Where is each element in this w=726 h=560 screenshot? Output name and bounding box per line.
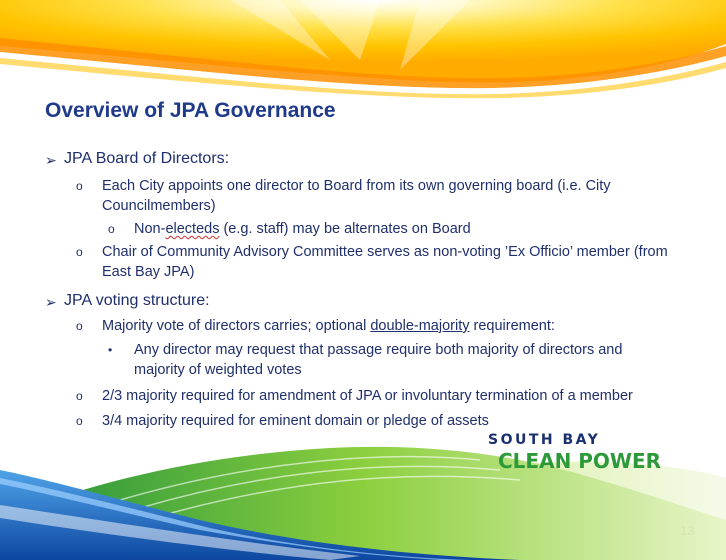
arrow-bullet-icon: ➢ bbox=[45, 294, 57, 310]
bullet-text: 2/3 majority required for amendment of JPA or involuntary termination of a member bbox=[102, 388, 633, 404]
slide-title: Overview of JPA Governance bbox=[45, 99, 336, 122]
sub-sub-bullet-non-electeds bbox=[108, 219, 668, 239]
text-part: (e.g. staff) may be alternates on Board bbox=[219, 221, 471, 237]
logo-line-clean-power: CLEAN POWER bbox=[498, 449, 662, 473]
bullet-text: Any director may request that passage require both majority of directors and majority of weighted votes bbox=[134, 342, 623, 378]
bullet-text bbox=[134, 219, 668, 239]
sub-bullet-community-chair bbox=[76, 242, 676, 282]
sub-bullet-city-appoints bbox=[76, 176, 676, 216]
bullet-text: 3/4 majority required for eminent domain or pledge of assets bbox=[102, 413, 489, 429]
bullet-text: JPA voting structure: bbox=[64, 292, 210, 309]
text-part: Non- bbox=[134, 221, 166, 237]
circle-bullet-icon: o bbox=[76, 179, 83, 193]
circle-bullet-icon: o bbox=[76, 414, 83, 428]
text-part: Majority vote of directors carries; optional bbox=[102, 318, 371, 334]
bullet-voting-structure bbox=[45, 291, 210, 311]
dot-bullet-icon: • bbox=[108, 343, 113, 357]
page-number: 13 bbox=[680, 523, 695, 538]
circle-bullet-icon: o bbox=[108, 222, 115, 236]
south-bay-clean-power-logo bbox=[488, 432, 661, 473]
circle-bullet-icon: o bbox=[76, 245, 83, 259]
text-part: requirement: bbox=[469, 318, 555, 334]
bullet-text: JPA Board of Directors: bbox=[64, 150, 230, 167]
sub-sub-bullet-any-director bbox=[108, 340, 668, 380]
bullet-text: Chair of Community Advisory Committee serves as non-voting ’Ex Officio’ member (from East Bay JPA) bbox=[102, 244, 668, 280]
sub-bullet-two-thirds bbox=[76, 386, 676, 406]
bullet-text bbox=[102, 316, 676, 336]
circle-bullet-icon: o bbox=[76, 389, 83, 403]
arrow-bullet-icon: ➢ bbox=[45, 152, 57, 168]
double-majority-link[interactable]: double-majority bbox=[370, 318, 470, 334]
sub-bullet-three-quarters bbox=[76, 411, 676, 431]
sub-bullet-majority-vote bbox=[76, 316, 676, 336]
bullet-text: Each City appoints one director to Board from its own governing board (i.e. City Councilmembers) bbox=[102, 178, 611, 214]
logo-line-south-bay: SOUTH BAY bbox=[488, 432, 601, 448]
bullet-board-of-directors bbox=[45, 149, 229, 169]
spellcheck-word: electeds bbox=[165, 221, 220, 237]
circle-bullet-icon: o bbox=[76, 319, 83, 333]
